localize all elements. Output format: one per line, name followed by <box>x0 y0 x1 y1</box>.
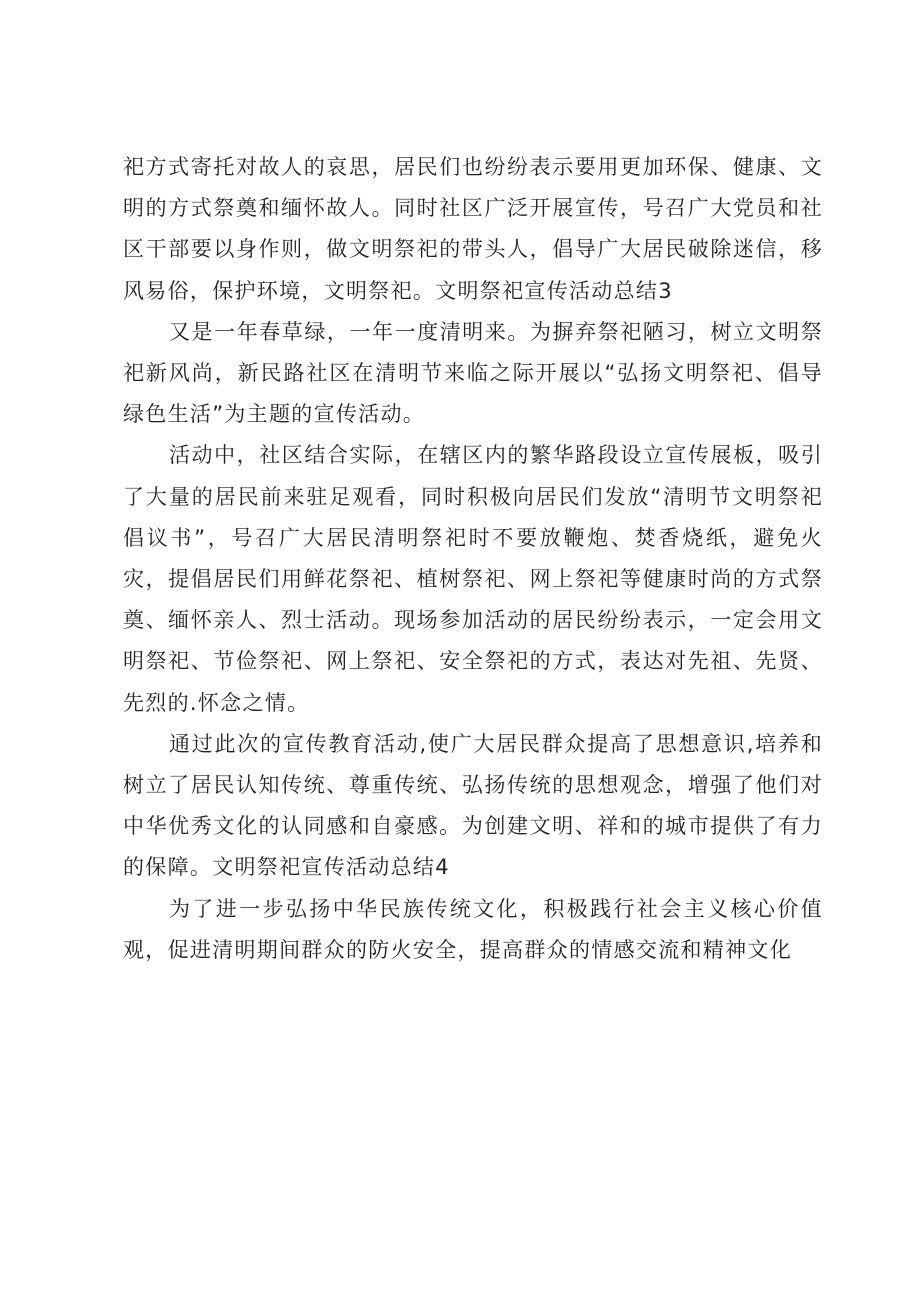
paragraph-3: 活动中，社区结合实际，在辖区内的繁华路段设立宣传展板，吸引了大量的居民前来驻足观看，同时积极向居民们发放“清明节文明祭祀倡议书”，号召广大居民清明祭祀时不要放鞭炮、焚香烧纸，避免火灾，提倡居民们用鲜花祭祀、植树祭祀、网上祭祀等健康时尚的方式祭奠、缅怀亲人、烈士活动。现场参加活动的居民纷纷表示，一定会用文明祭祀、节俭祭祀、网上祭祀、安全祭祀的方式，表达对先祖、先贤、先烈的.怀念之情。 <box>123 443 823 715</box>
paragraph-5: 为了进一步弘扬中华民族传统文化，积极践行社会主义核心价值观，促进清明期间群众的防火安全，提高群众的情感交流和精神文化 <box>123 896 823 962</box>
paragraph-1: 祀方式寄托对故人的哀思，居民们也纷纷表示要用更加环保、健康、文明的方式祭奠和缅怀故人。同时社区广泛开展宣传，号召广大党员和社区干部要以身作则，做文明祭祀的带头人，倡导广大居民破除迷信，移风易俗，保护环境，文明祭祀。文明祭祀宣传活动总结3 <box>123 155 823 303</box>
paragraph-4: 通过此次的宣传教育活动,使广大居民群众提高了思想意识,培养和树立了居民认知传统、尊重传统、弘扬传统的思想观念，增强了他们对中华优秀文化的认同感和自豪感。为创建文明、祥和的城市提供了有力的保障。文明祭祀宣传活动总结4 <box>123 731 823 880</box>
paragraph-2: 又是一年春草绿，一年一度清明来。为摒弃祭祀陋习，树立文明祭祀新风尚，新民路社区在清明节来临之际开展以“弘扬文明祭祀、倡导绿色生活”为主题的宣传活动。 <box>123 319 823 427</box>
document-body <box>123 147 823 971</box>
